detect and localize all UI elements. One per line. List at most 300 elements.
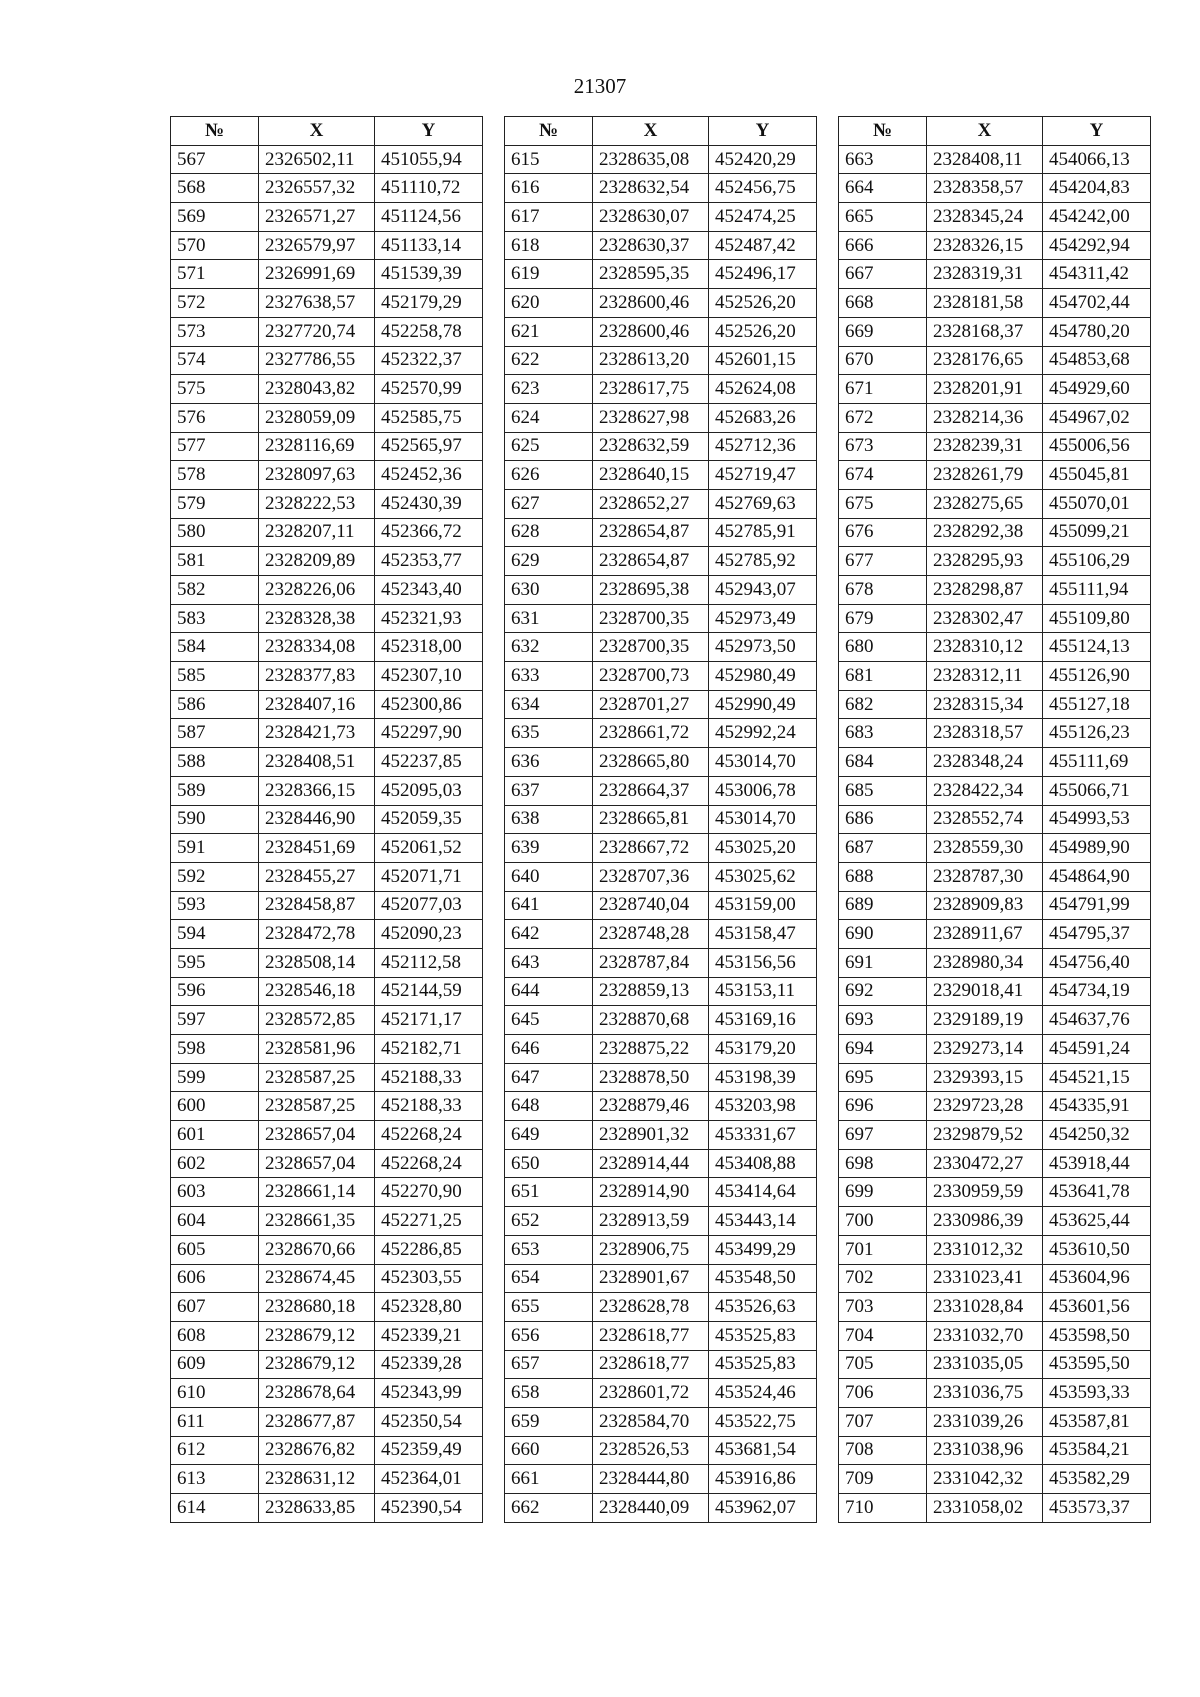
- table-row: [839, 203, 1151, 232]
- table-row: [171, 1264, 483, 1293]
- cell-x: 2328508,14: [259, 948, 375, 977]
- table-row: [171, 576, 483, 605]
- cell-x: 2328298,87: [927, 576, 1043, 605]
- cell-x: 2328911,67: [927, 920, 1043, 949]
- cell-no: 570: [171, 231, 259, 260]
- cell-no: 589: [171, 776, 259, 805]
- cell-y: 453522,75: [709, 1407, 817, 1436]
- cell-y: 453604,96: [1043, 1264, 1151, 1293]
- cell-no: 571: [171, 260, 259, 289]
- table-row: [171, 203, 483, 232]
- cell-no: 687: [839, 834, 927, 863]
- cell-x: 2328421,73: [259, 719, 375, 748]
- cell-no: 580: [171, 518, 259, 547]
- cell-no: 614: [171, 1494, 259, 1523]
- cell-x: 2328633,85: [259, 1494, 375, 1523]
- table-row: [171, 375, 483, 404]
- cell-x: 2329273,14: [927, 1035, 1043, 1064]
- cell-y: 452390,54: [375, 1494, 483, 1523]
- cell-no: 602: [171, 1149, 259, 1178]
- cell-no: 689: [839, 891, 927, 920]
- cell-y: 452307,10: [375, 662, 483, 691]
- cell-no: 604: [171, 1207, 259, 1236]
- cell-no: 682: [839, 690, 927, 719]
- cell-x: 2328312,11: [927, 662, 1043, 691]
- cell-x: 2328664,37: [593, 776, 709, 805]
- cell-y: 453499,29: [709, 1235, 817, 1264]
- table-row: [171, 1407, 483, 1436]
- cell-x: 2328679,12: [259, 1321, 375, 1350]
- cell-no: 680: [839, 633, 927, 662]
- cell-x: 2331035,05: [927, 1350, 1043, 1379]
- cell-x: 2328581,96: [259, 1035, 375, 1064]
- cell-no: 657: [505, 1350, 593, 1379]
- cell-no: 671: [839, 375, 927, 404]
- table-row: [839, 748, 1151, 777]
- cell-no: 642: [505, 920, 593, 949]
- table-row: [171, 690, 483, 719]
- table-row: [839, 719, 1151, 748]
- cell-x: 2328043,82: [259, 375, 375, 404]
- cell-y: 452565,97: [375, 432, 483, 461]
- cell-y: 453595,50: [1043, 1350, 1151, 1379]
- cell-y: 452090,23: [375, 920, 483, 949]
- cell-y: 452785,91: [709, 518, 817, 547]
- cell-no: 683: [839, 719, 927, 748]
- cell-no: 661: [505, 1465, 593, 1494]
- table-row: [839, 1035, 1151, 1064]
- cell-no: 573: [171, 317, 259, 346]
- table-row: [839, 461, 1151, 490]
- table-row: [171, 1293, 483, 1322]
- cell-no: 574: [171, 346, 259, 375]
- cell-no: 624: [505, 403, 593, 432]
- table-row: [505, 1407, 817, 1436]
- cell-no: 692: [839, 977, 927, 1006]
- cell-y: 453524,46: [709, 1379, 817, 1408]
- cell-no: 645: [505, 1006, 593, 1035]
- table-row: [505, 1207, 817, 1236]
- table-row: [839, 576, 1151, 605]
- cell-no: 653: [505, 1235, 593, 1264]
- cell-x: 2328913,59: [593, 1207, 709, 1236]
- table-row: [505, 145, 817, 174]
- table-row: [505, 489, 817, 518]
- cell-no: 634: [505, 690, 593, 719]
- cell-y: 452339,21: [375, 1321, 483, 1350]
- cell-no: 690: [839, 920, 927, 949]
- table-row: [839, 375, 1151, 404]
- table-row: [839, 145, 1151, 174]
- cell-y: 452179,29: [375, 289, 483, 318]
- header-x: X: [927, 117, 1043, 146]
- cell-y: 453443,14: [709, 1207, 817, 1236]
- table-row: [505, 1035, 817, 1064]
- coordinate-table-3: [838, 116, 1151, 1523]
- cell-y: 455111,69: [1043, 748, 1151, 777]
- cell-x: 2328618,77: [593, 1350, 709, 1379]
- cell-no: 630: [505, 576, 593, 605]
- table-row: [171, 1207, 483, 1236]
- cell-x: 2328914,44: [593, 1149, 709, 1178]
- cell-x: 2328630,37: [593, 231, 709, 260]
- cell-y: 453681,54: [709, 1436, 817, 1465]
- table-row: [505, 518, 817, 547]
- table-row: [505, 633, 817, 662]
- cell-y: 452321,93: [375, 604, 483, 633]
- cell-y: 453156,56: [709, 948, 817, 977]
- cell-x: 2328677,87: [259, 1407, 375, 1436]
- cell-y: 453408,88: [709, 1149, 817, 1178]
- table-row: [505, 604, 817, 633]
- cell-y: 454989,90: [1043, 834, 1151, 863]
- table-row: [839, 1293, 1151, 1322]
- cell-no: 635: [505, 719, 593, 748]
- cell-y: 452474,25: [709, 203, 817, 232]
- cell-y: 452303,55: [375, 1264, 483, 1293]
- cell-no: 594: [171, 920, 259, 949]
- cell-no: 677: [839, 547, 927, 576]
- cell-no: 700: [839, 1207, 927, 1236]
- cell-no: 590: [171, 805, 259, 834]
- cell-x: 2328618,77: [593, 1321, 709, 1350]
- cell-x: 2328451,69: [259, 834, 375, 863]
- table-row: [505, 748, 817, 777]
- cell-no: 658: [505, 1379, 593, 1408]
- cell-y: 452420,29: [709, 145, 817, 174]
- cell-x: 2328422,34: [927, 776, 1043, 805]
- cell-x: 2328295,93: [927, 547, 1043, 576]
- cell-no: 665: [839, 203, 927, 232]
- cell-y: 452683,26: [709, 403, 817, 432]
- table-row: [839, 518, 1151, 547]
- cell-y: 452943,07: [709, 576, 817, 605]
- cell-x: 2328181,58: [927, 289, 1043, 318]
- cell-x: 2330472,27: [927, 1149, 1043, 1178]
- table-row: [839, 1149, 1151, 1178]
- table-row: [505, 1494, 817, 1523]
- cell-no: 667: [839, 260, 927, 289]
- cell-y: 455099,21: [1043, 518, 1151, 547]
- cell-y: 452258,78: [375, 317, 483, 346]
- cell-x: 2328207,11: [259, 518, 375, 547]
- cell-no: 703: [839, 1293, 927, 1322]
- table-row: [171, 1006, 483, 1035]
- cell-y: 452980,49: [709, 662, 817, 691]
- cell-y: 453625,44: [1043, 1207, 1151, 1236]
- cell-no: 629: [505, 547, 593, 576]
- cell-y: 452059,35: [375, 805, 483, 834]
- cell-x: 2331039,26: [927, 1407, 1043, 1436]
- cell-no: 684: [839, 748, 927, 777]
- table-row: [505, 690, 817, 719]
- table-row: [171, 1436, 483, 1465]
- cell-x: 2328275,65: [927, 489, 1043, 518]
- cell-x: 2328695,38: [593, 576, 709, 605]
- cell-y: 451055,94: [375, 145, 483, 174]
- cell-no: 567: [171, 145, 259, 174]
- cell-x: 2328632,59: [593, 432, 709, 461]
- cell-x: 2329018,41: [927, 977, 1043, 1006]
- cell-x: 2328787,84: [593, 948, 709, 977]
- cell-x: 2331058,02: [927, 1494, 1043, 1523]
- cell-y: 453414,64: [709, 1178, 817, 1207]
- cell-no: 710: [839, 1494, 927, 1523]
- cell-y: 452112,58: [375, 948, 483, 977]
- cell-no: 578: [171, 461, 259, 490]
- cell-y: 452570,99: [375, 375, 483, 404]
- table-row: [839, 1121, 1151, 1150]
- cell-y: 452973,49: [709, 604, 817, 633]
- table-row: [839, 1006, 1151, 1035]
- table-row: [505, 1092, 817, 1121]
- cell-x: 2328600,46: [593, 289, 709, 318]
- cell-y: 452328,80: [375, 1293, 483, 1322]
- cell-x: 2328748,28: [593, 920, 709, 949]
- table-row: [171, 1321, 483, 1350]
- cell-no: 611: [171, 1407, 259, 1436]
- cell-x: 2328440,09: [593, 1494, 709, 1523]
- cell-y: 454335,91: [1043, 1092, 1151, 1121]
- cell-no: 577: [171, 432, 259, 461]
- table-row: [505, 805, 817, 834]
- header-no: №: [171, 117, 259, 146]
- cell-x: 2326579,97: [259, 231, 375, 260]
- table-row: [505, 174, 817, 203]
- cell-no: 693: [839, 1006, 927, 1035]
- cell-no: 694: [839, 1035, 927, 1064]
- cell-x: 2328559,30: [927, 834, 1043, 863]
- cell-x: 2328674,45: [259, 1264, 375, 1293]
- cell-x: 2328870,68: [593, 1006, 709, 1035]
- cell-x: 2328665,81: [593, 805, 709, 834]
- cell-no: 588: [171, 748, 259, 777]
- cell-x: 2330959,59: [927, 1178, 1043, 1207]
- cell-x: 2327720,74: [259, 317, 375, 346]
- cell-no: 597: [171, 1006, 259, 1035]
- cell-x: 2328879,46: [593, 1092, 709, 1121]
- cell-no: 612: [171, 1436, 259, 1465]
- cell-y: 452297,90: [375, 719, 483, 748]
- cell-x: 2331032,70: [927, 1321, 1043, 1350]
- cell-no: 626: [505, 461, 593, 490]
- table-row: [839, 547, 1151, 576]
- header-x: X: [259, 117, 375, 146]
- cell-no: 641: [505, 891, 593, 920]
- cell-y: 453962,07: [709, 1494, 817, 1523]
- cell-no: 583: [171, 604, 259, 633]
- cell-x: 2328315,34: [927, 690, 1043, 719]
- table-row: [505, 432, 817, 461]
- table-row: [839, 1350, 1151, 1379]
- table-row: [171, 231, 483, 260]
- cell-y: 455111,94: [1043, 576, 1151, 605]
- table-row: [171, 461, 483, 490]
- cell-x: 2331036,75: [927, 1379, 1043, 1408]
- cell-no: 659: [505, 1407, 593, 1436]
- table-row: [839, 317, 1151, 346]
- cell-y: 452271,25: [375, 1207, 483, 1236]
- table-row: [839, 920, 1151, 949]
- cell-x: 2327638,57: [259, 289, 375, 318]
- cell-y: 454795,37: [1043, 920, 1151, 949]
- coordinate-tables: [170, 116, 1152, 1596]
- cell-y: 452364,01: [375, 1465, 483, 1494]
- cell-no: 584: [171, 633, 259, 662]
- table-row: [171, 1465, 483, 1494]
- header-y: Y: [375, 117, 483, 146]
- table-row: [839, 690, 1151, 719]
- cell-y: 453014,70: [709, 748, 817, 777]
- cell-x: 2328261,79: [927, 461, 1043, 490]
- header-no: №: [839, 117, 927, 146]
- cell-x: 2328587,25: [259, 1092, 375, 1121]
- cell-no: 592: [171, 862, 259, 891]
- cell-no: 663: [839, 145, 927, 174]
- cell-x: 2328617,75: [593, 375, 709, 404]
- table-row: [171, 604, 483, 633]
- cell-no: 622: [505, 346, 593, 375]
- table-row: [505, 977, 817, 1006]
- cell-y: 451124,56: [375, 203, 483, 232]
- table-row: [839, 1465, 1151, 1494]
- cell-x: 2328654,87: [593, 518, 709, 547]
- cell-no: 596: [171, 977, 259, 1006]
- table-row: [171, 633, 483, 662]
- cell-no: 633: [505, 662, 593, 691]
- cell-no: 605: [171, 1235, 259, 1264]
- cell-x: 2328377,83: [259, 662, 375, 691]
- table-row: [505, 547, 817, 576]
- table-row: [839, 1235, 1151, 1264]
- cell-x: 2328239,31: [927, 432, 1043, 461]
- table-row: [171, 1178, 483, 1207]
- cell-y: 452992,24: [709, 719, 817, 748]
- header-no: №: [505, 117, 593, 146]
- cell-y: 452343,40: [375, 576, 483, 605]
- cell-no: 674: [839, 461, 927, 490]
- cell-y: 455124,13: [1043, 633, 1151, 662]
- cell-x: 2328657,04: [259, 1149, 375, 1178]
- cell-x: 2328875,22: [593, 1035, 709, 1064]
- cell-y: 453593,33: [1043, 1379, 1151, 1408]
- table-row: [839, 977, 1151, 1006]
- cell-y: 453587,81: [1043, 1407, 1151, 1436]
- cell-no: 662: [505, 1494, 593, 1523]
- cell-no: 697: [839, 1121, 927, 1150]
- table-row: [505, 260, 817, 289]
- cell-y: 452366,72: [375, 518, 483, 547]
- table-row: [505, 948, 817, 977]
- cell-x: 2328552,74: [927, 805, 1043, 834]
- table-row: [171, 1494, 483, 1523]
- cell-no: 608: [171, 1321, 259, 1350]
- cell-x: 2328334,08: [259, 633, 375, 662]
- cell-x: 2328446,90: [259, 805, 375, 834]
- cell-x: 2328914,90: [593, 1178, 709, 1207]
- table-row: [505, 346, 817, 375]
- table-row: [171, 977, 483, 1006]
- cell-no: 640: [505, 862, 593, 891]
- cell-no: 669: [839, 317, 927, 346]
- cell-y: 455070,01: [1043, 489, 1151, 518]
- table-row: [171, 862, 483, 891]
- table-row: [505, 1293, 817, 1322]
- cell-no: 575: [171, 375, 259, 404]
- cell-no: 647: [505, 1063, 593, 1092]
- table-row: [171, 289, 483, 318]
- cell-no: 598: [171, 1035, 259, 1064]
- cell-x: 2328600,46: [593, 317, 709, 346]
- cell-x: 2328676,82: [259, 1436, 375, 1465]
- cell-y: 454637,76: [1043, 1006, 1151, 1035]
- table-row: [839, 834, 1151, 863]
- table-row: [839, 1494, 1151, 1523]
- table-row: [505, 231, 817, 260]
- cell-x: 2328455,27: [259, 862, 375, 891]
- cell-x: 2328292,38: [927, 518, 1043, 547]
- cell-no: 649: [505, 1121, 593, 1150]
- cell-no: 631: [505, 604, 593, 633]
- cell-no: 648: [505, 1092, 593, 1121]
- table-row: [171, 1035, 483, 1064]
- cell-y: 452300,86: [375, 690, 483, 719]
- cell-no: 615: [505, 145, 593, 174]
- cell-x: 2328526,53: [593, 1436, 709, 1465]
- table-row: [171, 1063, 483, 1092]
- cell-y: 453025,20: [709, 834, 817, 863]
- table-row: [839, 346, 1151, 375]
- cell-y: 453584,21: [1043, 1436, 1151, 1465]
- cell-no: 707: [839, 1407, 927, 1436]
- cell-y: 452171,17: [375, 1006, 483, 1035]
- cell-x: 2326991,69: [259, 260, 375, 289]
- cell-no: 675: [839, 489, 927, 518]
- table-row: [505, 1235, 817, 1264]
- table-row: [505, 662, 817, 691]
- cell-x: 2328059,09: [259, 403, 375, 432]
- cell-no: 610: [171, 1379, 259, 1408]
- cell-no: 705: [839, 1350, 927, 1379]
- cell-y: 452339,28: [375, 1350, 483, 1379]
- cell-x: 2328632,54: [593, 174, 709, 203]
- cell-y: 453006,78: [709, 776, 817, 805]
- cell-x: 2328901,32: [593, 1121, 709, 1150]
- cell-no: 691: [839, 948, 927, 977]
- cell-y: 453598,50: [1043, 1321, 1151, 1350]
- cell-no: 660: [505, 1436, 593, 1465]
- cell-no: 637: [505, 776, 593, 805]
- cell-no: 628: [505, 518, 593, 547]
- cell-no: 638: [505, 805, 593, 834]
- cell-y: 452350,54: [375, 1407, 483, 1436]
- cell-no: 698: [839, 1149, 927, 1178]
- cell-no: 699: [839, 1178, 927, 1207]
- cell-x: 2329723,28: [927, 1092, 1043, 1121]
- cell-no: 643: [505, 948, 593, 977]
- cell-y: 452624,08: [709, 375, 817, 404]
- table-row: [171, 317, 483, 346]
- cell-x: 2326571,27: [259, 203, 375, 232]
- cell-no: 670: [839, 346, 927, 375]
- cell-x: 2328667,72: [593, 834, 709, 863]
- cell-x: 2328631,12: [259, 1465, 375, 1494]
- cell-no: 668: [839, 289, 927, 318]
- cell-x: 2328546,18: [259, 977, 375, 1006]
- table-header-row: [505, 117, 817, 146]
- cell-y: 453153,11: [709, 977, 817, 1006]
- cell-y: 455066,71: [1043, 776, 1151, 805]
